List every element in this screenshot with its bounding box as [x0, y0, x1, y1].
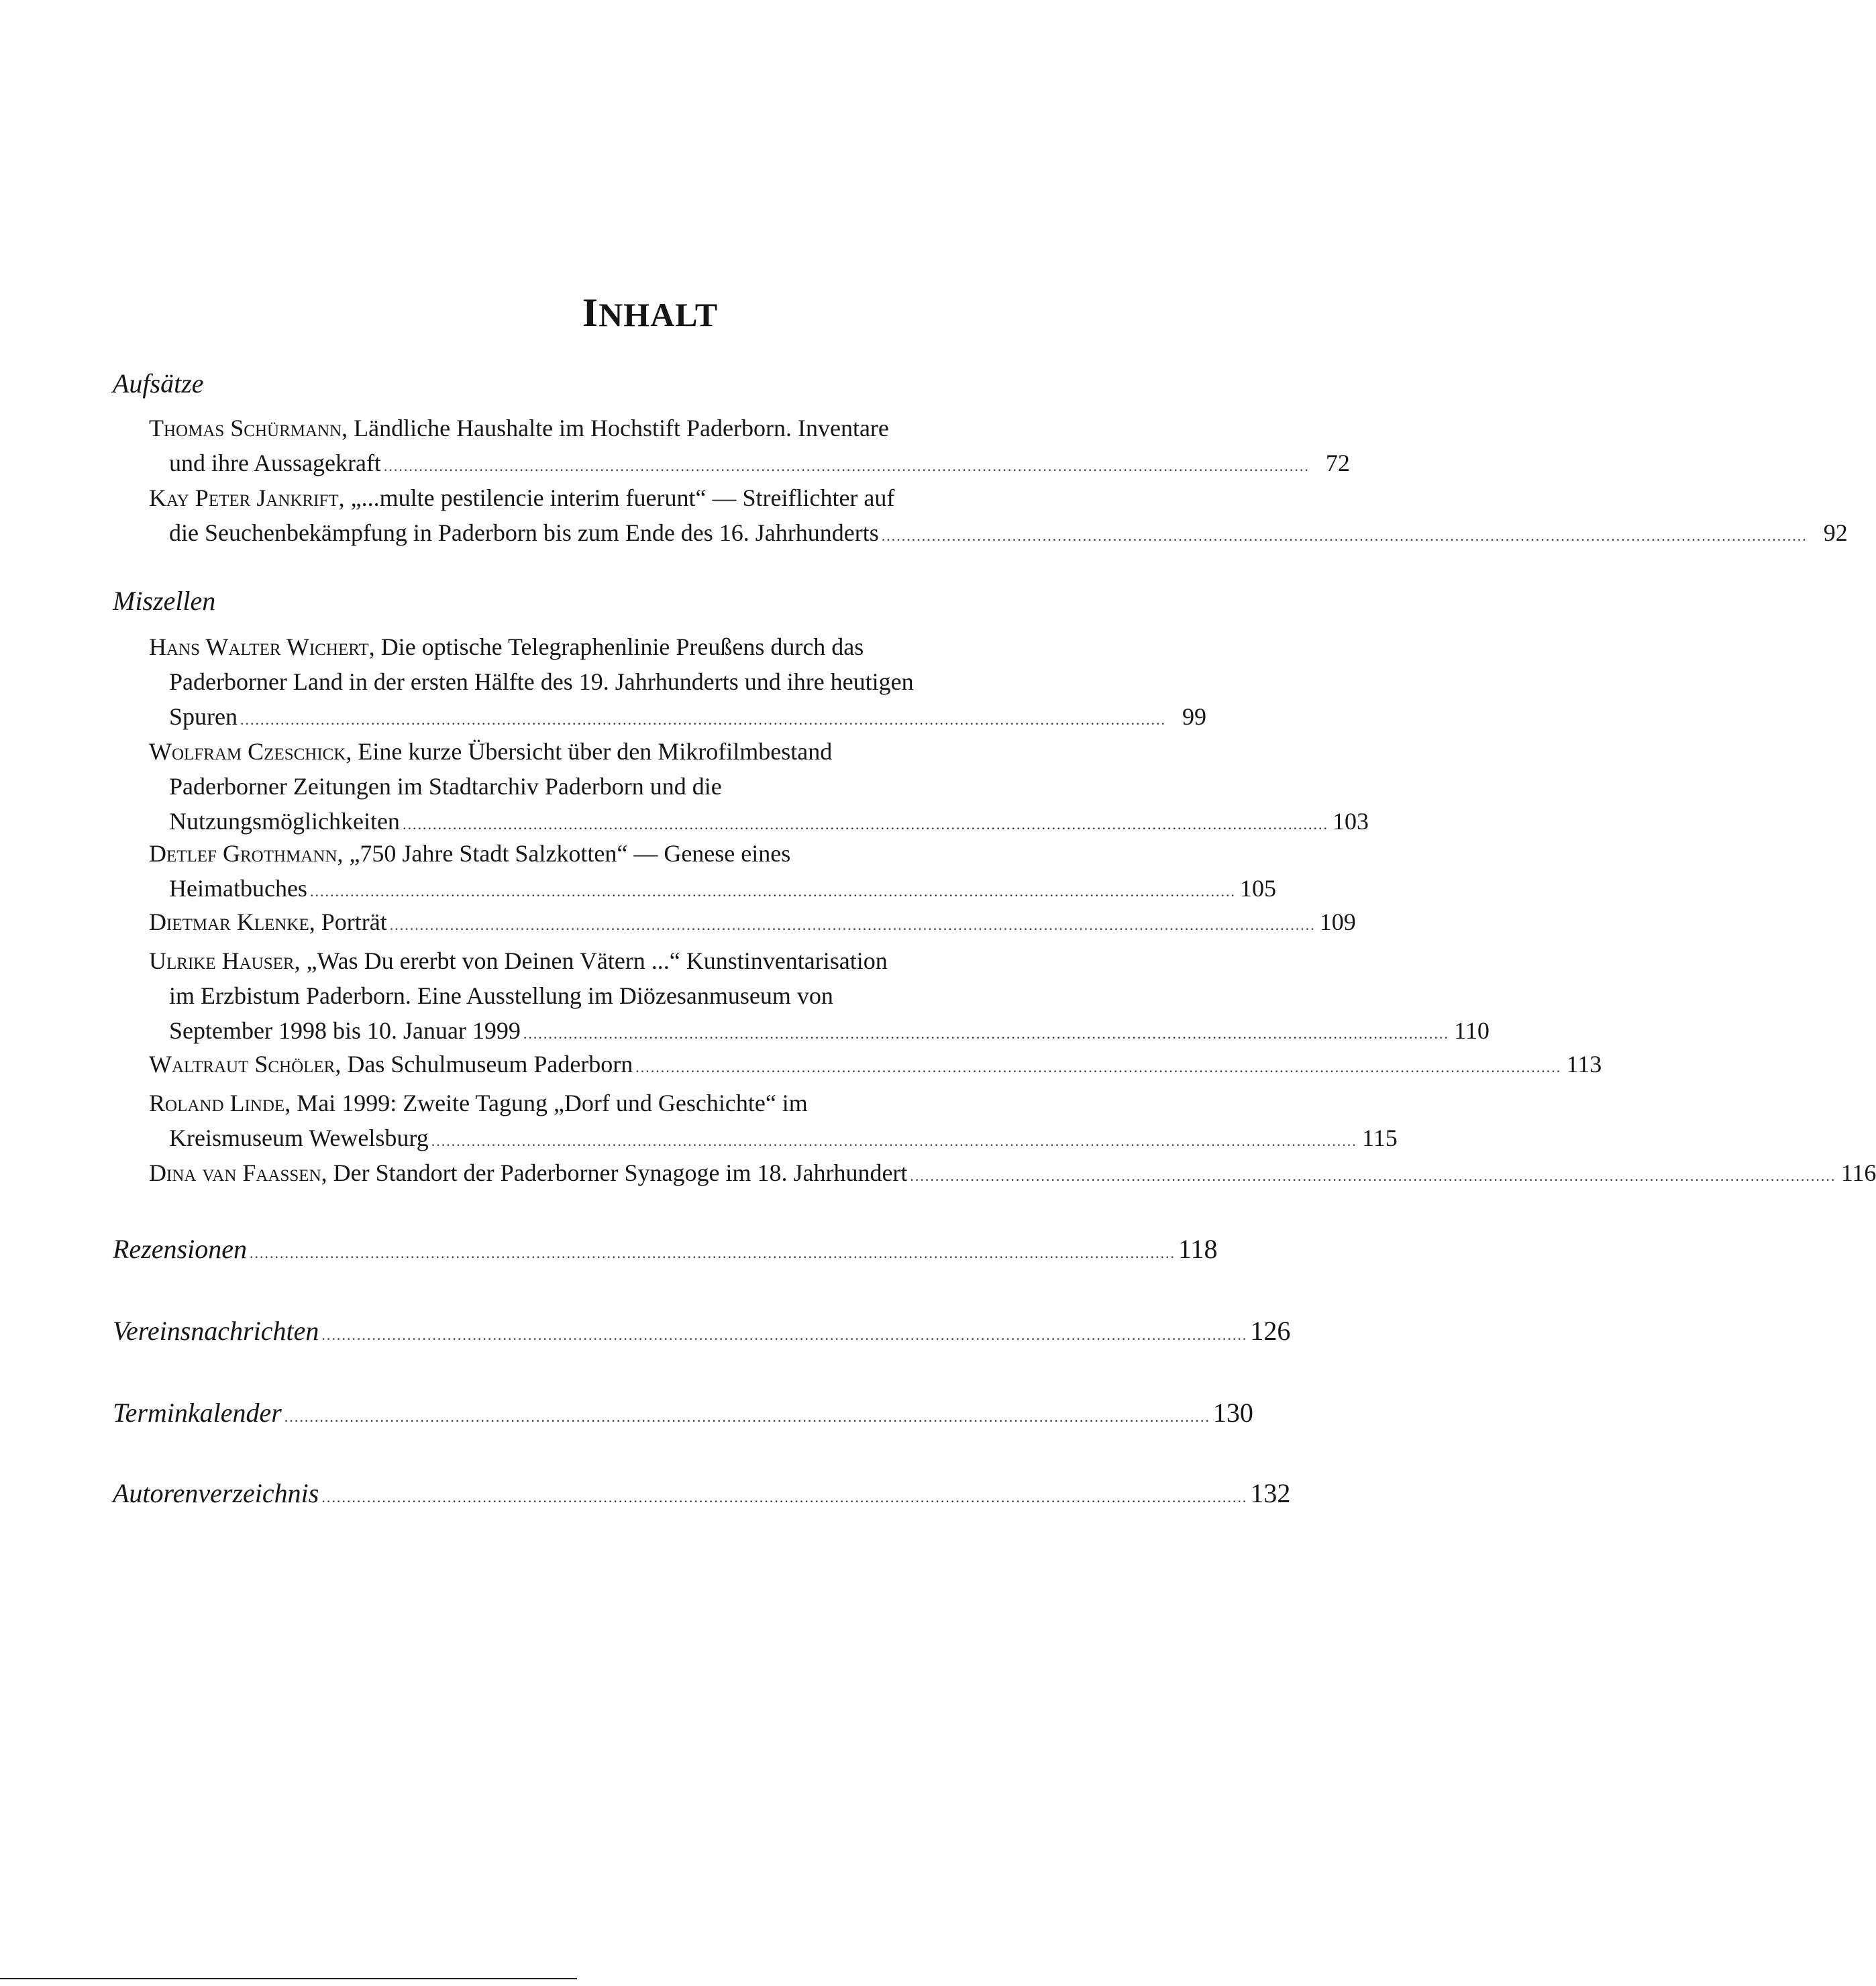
page-number: 126 — [1250, 1316, 1291, 1346]
page-number: 115 — [1362, 1125, 1398, 1151]
leader-dots: ........................................................................................................................................................................................ — [284, 1408, 1210, 1425]
entry-title-line: Paderborner Land in der ersten Hälfte des 19. Jahrhunderts und ihre heutigen — [169, 668, 914, 695]
entry-author: Dina van Faassen — [149, 1159, 321, 1186]
entry-author: Wolfram Czeschick — [149, 738, 346, 765]
page-number: 116 — [1840, 1159, 1876, 1186]
toc-entry[interactable]: Detlef Grothmann, „750 Jahre Stadt Salzkotten“ — Genese eines Heimatbuches ........................................................................................................................................................................................ 105 — [149, 836, 1095, 906]
entry-title-line: „Was Du ererbt von Deinen Vätern ...“ Kunstinventarisation — [306, 947, 888, 974]
page-number: 130 — [1212, 1398, 1253, 1428]
toc-entry[interactable]: Hans Walter Wichert, Die optische Telegraphenlinie Preußens durch das Paderborner Land in der ersten Hälfte des 19. Jahrhunderts und ihre heutigen Spuren ........................................................................................................................................................................................ 99 — [149, 629, 1095, 734]
entry-title-last-line: Der Standort der Paderborner Synagoge im 18. Jahrhundert — [333, 1159, 908, 1186]
entry-title-last-line: und ihre Aussagekraft — [169, 450, 381, 476]
entry-label: Terminkalender — [113, 1398, 282, 1428]
page-number: 110 — [1454, 1017, 1490, 1044]
entry-author: Detlef Grothmann — [149, 840, 337, 867]
entry-title-last-line: Heimatbuches — [169, 875, 307, 902]
entry-title-last-line: Nutzungsmöglichkeiten — [169, 808, 400, 835]
entry-label: Rezensionen — [113, 1234, 247, 1264]
leader-dots: ........................................................................................................................................................................................ — [309, 883, 1236, 900]
entry-author: Hans Walter Wichert — [149, 633, 369, 660]
entry-title-last-line: die Seuchenbekämpfung in Paderborn bis zum Ende des 16. Jahrhunderts — [169, 519, 879, 546]
toc-entry-rezensionen[interactable] — [113, 1232, 1218, 1267]
page-number: 118 — [1178, 1234, 1218, 1264]
toc-entry[interactable]: Ulrike Hauser, „Was Du ererbt von Deinen Vätern ...“ Kunstinventarisation im Erzbistum Paderborn. Eine Ausstellung im Diözesanmuseum von September 1998 bis 10. Januar 1999 ........................................................................................................................................................................................ 110 — [149, 943, 1095, 1048]
page-number: 92 — [1823, 519, 1848, 546]
leader-dots: ........................................................................................................................................................................................ — [523, 1025, 1449, 1042]
page-number: 109 — [1319, 908, 1356, 935]
page-title: INHALT — [582, 291, 719, 335]
leader-dots: ........................................................................................................................................................................................ — [321, 1326, 1248, 1343]
entry-title-line: Die optische Telegraphenlinie Preußens durch das — [380, 633, 864, 660]
page-number: 113 — [1566, 1051, 1602, 1078]
section-heading-miszellen: Miszellen — [113, 586, 216, 616]
page-number: 105 — [1239, 875, 1276, 902]
entry-title-last-line: Kreismuseum Wewelsburg — [169, 1125, 429, 1151]
leader-dots: ........................................................................................................................................................................................ — [402, 816, 1328, 833]
toc-entry-vereinsnachrichten[interactable] — [113, 1314, 1291, 1349]
toc-entry[interactable]: Waltraut Schöler, Das Schulmuseum Paderborn ........................................................................................................................................................................................ 113 — [149, 1047, 1095, 1082]
page-number: 132 — [1250, 1478, 1291, 1508]
entry-title-line: Paderborner Zeitungen im Stadtarchiv Paderborn und die — [169, 773, 722, 800]
toc-entry-autorenverzeichnis[interactable] — [113, 1476, 1291, 1511]
entry-title-line: „750 Jahre Stadt Salzkotten“ — Genese eines — [349, 840, 791, 867]
leader-dots: ........................................................................................................................................................................................ — [389, 917, 1316, 933]
entry-title-line: im Erzbistum Paderborn. Eine Ausstellung im Diözesanmuseum von — [169, 982, 833, 1009]
toc-entry[interactable]: Thomas Schürmann, Ländliche Haushalte im Hochstift Paderborn. Inventare und ihre Aussagekraft ........................................................................................................................................................................................ 72 — [149, 411, 1095, 480]
leader-dots: ........................................................................................................................................................................................ — [321, 1489, 1248, 1506]
toc-entry[interactable]: Wolfram Czeschick, Eine kurze Übersicht über den Mikrofilmbestand Paderborner Zeitungen im Stadtarchiv Paderborn und die Nutzungsmöglichkeiten ........................................................................................................................................................................................ 103 — [149, 734, 1095, 839]
entry-title-line: Eine kurze Übersicht über den Mikrofilmbestand — [358, 738, 833, 765]
entry-title-last-line: Spuren — [169, 703, 238, 730]
entry-author: Dietmar Klenke — [149, 908, 309, 935]
section-heading-aufsaetze: Aufsätze — [113, 368, 204, 399]
entry-title-line: Mai 1999: Zweite Tagung „Dorf und Geschichte“ im — [297, 1090, 808, 1116]
entry-title-last-line: Porträt — [321, 908, 387, 935]
toc-entry[interactable]: Roland Linde, Mai 1999: Zweite Tagung „Dorf und Geschichte“ im Kreismuseum Wewelsburg ........................................................................................................................................................................................ 115 — [149, 1086, 1095, 1155]
toc-entry-terminkalender[interactable] — [113, 1396, 1253, 1430]
leader-dots: ........................................................................................................................................................................................ — [240, 711, 1166, 728]
entry-author: Roland Linde — [149, 1090, 285, 1116]
page-number: 72 — [1325, 450, 1350, 476]
entry-author: Waltraut Schöler — [149, 1051, 335, 1078]
entry-title-last-line: September 1998 bis 10. Januar 1999 — [169, 1017, 521, 1044]
leader-dots: ........................................................................................................................................................................................ — [431, 1133, 1357, 1149]
entry-title-line: Ländliche Haushalte im Hochstift Paderborn. Inventare — [354, 415, 889, 441]
entry-author: Kay Peter Jankrift — [149, 484, 339, 511]
entry-label: Autorenverzeichnis — [113, 1478, 319, 1508]
leader-dots: ........................................................................................................................................................................................ — [881, 527, 1808, 544]
leader-dots: ........................................................................................................................................................................................ — [383, 458, 1310, 474]
toc-entry[interactable]: Kay Peter Jankrift, „...multe pestilencie interim fuerunt“ — Streiflichter auf die Seuchenbekämpfung in Paderborn bis zum Ende des 16. Jahrhunderts ........................................................................................................................................................................................ 92 — [149, 480, 1095, 550]
toc-entry[interactable]: Dietmar Klenke, Porträt ........................................................................................................................................................................................ 109 — [149, 904, 1095, 939]
page-number: 103 — [1332, 808, 1369, 835]
toc-entry[interactable]: Dina van Faassen, Der Standort der Paderborner Synagoge im 18. Jahrhundert ........................................................................................................................................................................................ 116 — [149, 1155, 1095, 1190]
entry-author: Ulrike Hauser — [149, 947, 295, 974]
entry-label: Vereinsnachrichten — [113, 1316, 319, 1346]
entry-title-last-line: Das Schulmuseum Paderborn — [347, 1051, 633, 1078]
leader-dots: ........................................................................................................................................................................................ — [910, 1167, 1836, 1184]
entry-title-line: „...multe pestilencie interim fuerunt“ — Streiflichter auf — [350, 484, 895, 511]
leader-dots: ........................................................................................................................................................................................ — [635, 1059, 1562, 1076]
entry-author: Thomas Schürmann — [149, 415, 342, 441]
page-number: 99 — [1182, 703, 1206, 730]
leader-dots: ........................................................................................................................................................................................ — [249, 1245, 1176, 1261]
footer-rule — [0, 1978, 577, 1979]
